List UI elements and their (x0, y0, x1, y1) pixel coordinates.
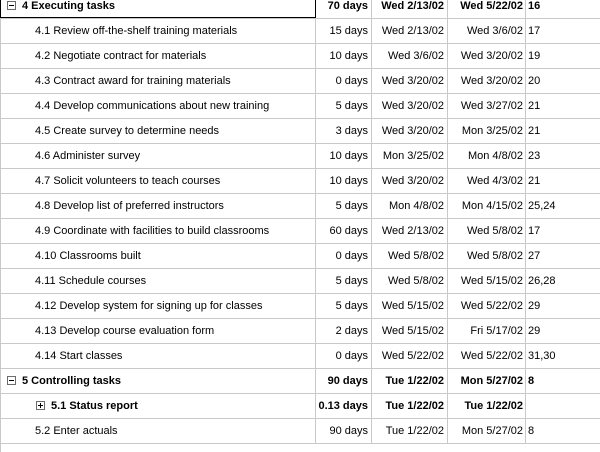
task-name: 4 Executing tasks (22, 0, 115, 12)
task-start[interactable]: Tue 1/22/02 (372, 419, 448, 443)
task-predecessors[interactable]: 29 (528, 300, 541, 312)
task-row[interactable] (0, 269, 600, 294)
task-name: 4.13 Develop course evaluation form (35, 325, 215, 337)
task-name-cell[interactable] (0, 44, 316, 68)
task-duration[interactable]: 60 days (316, 219, 372, 243)
task-name-cell[interactable] (0, 194, 316, 218)
task-name-cell[interactable] (0, 169, 316, 193)
task-predecessors[interactable]: 21 (528, 100, 541, 112)
task-duration[interactable]: 3 days (316, 119, 372, 143)
task-name: 4.3 Contract award for training materials (35, 75, 231, 87)
task-name: 4.8 Develop list of preferred instructors (35, 200, 224, 212)
task-duration[interactable]: 90 days (316, 369, 372, 393)
task-predecessors[interactable]: 20 (528, 75, 541, 87)
task-name: 5 Controlling tasks (22, 375, 122, 387)
task-predecessors[interactable]: 31,30 (528, 350, 556, 362)
task-name-cell[interactable] (0, 19, 316, 43)
task-finish[interactable]: Mon 5/27/02 (448, 369, 526, 393)
task-name-cell[interactable] (0, 369, 316, 393)
task-row[interactable] (0, 344, 600, 369)
task-duration[interactable]: 0 days (316, 244, 372, 268)
task-start[interactable]: Wed 3/20/02 (372, 169, 448, 193)
task-name-cell[interactable] (0, 144, 316, 168)
task-row[interactable] (0, 69, 600, 94)
task-finish[interactable]: Tue 1/22/02 (448, 394, 526, 418)
task-name: 4.14 Start classes (35, 350, 123, 362)
task-start[interactable]: Wed 3/20/02 (372, 94, 448, 118)
task-finish[interactable]: Mon 4/8/02 (448, 144, 526, 168)
task-name: 4.6 Administer survey (35, 150, 141, 162)
task-duration[interactable]: 90 days (316, 419, 372, 443)
task-name-cell[interactable] (0, 394, 316, 418)
task-duration[interactable]: 5 days (316, 94, 372, 118)
task-start[interactable]: Tue 1/22/02 (372, 369, 448, 393)
task-name: 4.7 Solicit volunteers to teach courses (35, 175, 221, 187)
task-start[interactable]: Wed 3/20/02 (372, 69, 448, 93)
task-predecessors[interactable]: 21 (528, 175, 541, 187)
task-duration[interactable]: 5 days (316, 269, 372, 293)
task-row[interactable] (0, 169, 600, 194)
task-start[interactable]: Wed 5/22/02 (372, 344, 448, 368)
task-name: 4.5 Create survey to determine needs (35, 125, 220, 137)
task-start[interactable]: Wed 5/8/02 (372, 244, 448, 268)
task-name: 4.11 Schedule courses (35, 275, 147, 287)
task-start[interactable]: Wed 3/6/02 (372, 44, 448, 68)
task-finish[interactable]: Wed 3/27/02 (448, 94, 526, 118)
task-finish[interactable]: Wed 3/6/02 (448, 19, 526, 43)
task-predecessors[interactable]: 8 (528, 375, 535, 387)
task-predecessors[interactable]: 27 (528, 250, 541, 262)
task-name-cell[interactable] (0, 69, 316, 93)
task-name-cell[interactable] (0, 269, 316, 293)
collapse-icon[interactable] (7, 376, 16, 385)
task-row[interactable] (0, 19, 600, 44)
task-start[interactable]: Tue 1/22/02 (372, 394, 448, 418)
task-name: 5.2 Enter actuals (35, 425, 118, 437)
task-predecessors[interactable]: 23 (528, 150, 541, 162)
task-finish[interactable]: Wed 3/20/02 (448, 69, 526, 93)
task-row[interactable] (0, 369, 600, 394)
task-name: 4.12 Develop system for signing up for classes (35, 300, 263, 312)
task-name-cell[interactable] (0, 244, 316, 268)
task-start[interactable]: Mon 4/8/02 (372, 194, 448, 218)
task-predecessors[interactable]: 19 (528, 50, 541, 62)
expand-icon[interactable] (36, 401, 45, 410)
task-start[interactable]: Wed 3/20/02 (372, 119, 448, 143)
task-start[interactable]: Mon 3/25/02 (372, 144, 448, 168)
task-finish[interactable]: Fri 5/17/02 (448, 319, 526, 343)
task-duration[interactable]: 10 days (316, 144, 372, 168)
task-name: 4.4 Develop communications about new training (35, 100, 270, 112)
task-row[interactable] (0, 219, 600, 244)
task-name: 4.9 Coordinate with facilities to build classrooms (35, 225, 270, 237)
task-duration[interactable]: 5 days (316, 294, 372, 318)
task-duration[interactable]: 15 days (316, 19, 372, 43)
task-row[interactable] (0, 294, 600, 319)
task-finish[interactable]: Wed 5/15/02 (448, 269, 526, 293)
task-name-cell[interactable] (0, 294, 316, 318)
task-finish[interactable]: Wed 5/22/02 (448, 344, 526, 368)
task-row[interactable] (0, 194, 600, 219)
task-predecessors[interactable]: 21 (528, 125, 541, 137)
task-start[interactable]: Wed 5/15/02 (372, 319, 448, 343)
task-duration[interactable]: 0 days (316, 344, 372, 368)
task-name-cell[interactable] (0, 219, 316, 243)
task-start[interactable]: Wed 2/13/02 (372, 0, 448, 18)
task-row[interactable] (0, 394, 600, 419)
task-start[interactable]: Wed 2/13/02 (372, 219, 448, 243)
task-name-cell[interactable] (0, 119, 316, 143)
task-duration[interactable]: 0.13 days (316, 394, 372, 418)
task-name-cell[interactable] (0, 319, 316, 343)
task-start[interactable]: Wed 5/15/02 (372, 294, 448, 318)
task-name: 5.1 Status report (51, 400, 138, 412)
task-finish[interactable]: Mon 3/25/02 (448, 119, 526, 143)
task-finish[interactable]: Wed 4/3/02 (448, 169, 526, 193)
task-finish[interactable]: Wed 5/8/02 (448, 219, 526, 243)
task-finish[interactable]: Wed 3/20/02 (448, 44, 526, 68)
task-predecessors[interactable]: 25,24 (528, 200, 556, 212)
task-name: 4.10 Classrooms built (35, 250, 141, 262)
task-name-cell[interactable] (0, 419, 316, 443)
task-row[interactable] (0, 119, 600, 144)
task-duration[interactable]: 0 days (316, 69, 372, 93)
task-predecessors[interactable] (526, 394, 600, 418)
task-predecessors[interactable]: 17 (528, 25, 541, 37)
task-start[interactable]: Wed 5/8/02 (372, 269, 448, 293)
collapse-icon[interactable] (7, 1, 16, 10)
task-duration[interactable]: 2 days (316, 319, 372, 343)
task-name-cell[interactable] (0, 0, 316, 18)
task-finish[interactable]: Wed 5/22/02 (448, 0, 526, 18)
task-predecessors[interactable]: 29 (528, 325, 541, 337)
task-row[interactable] (0, 419, 600, 444)
task-row[interactable] (0, 94, 600, 119)
task-row[interactable] (0, 0, 600, 19)
task-name-cell[interactable] (0, 94, 316, 118)
task-duration[interactable]: 10 days (316, 169, 372, 193)
task-duration[interactable]: 10 days (316, 44, 372, 68)
task-finish[interactable]: Mon 4/15/02 (448, 194, 526, 218)
task-name-cell[interactable] (0, 344, 316, 368)
task-predecessors[interactable]: 16 (528, 0, 541, 12)
task-row[interactable] (0, 144, 600, 169)
task-predecessors[interactable]: 8 (528, 425, 535, 437)
task-name: 4.2 Negotiate contract for materials (35, 50, 207, 62)
task-row[interactable] (0, 44, 600, 69)
task-row[interactable] (0, 319, 600, 344)
task-name: 4.1 Review off-the-shelf training materials (35, 25, 238, 37)
task-finish[interactable]: Mon 5/27/02 (448, 419, 526, 443)
task-duration[interactable]: 70 days (316, 0, 372, 18)
task-finish[interactable]: Wed 5/22/02 (448, 294, 526, 318)
task-duration[interactable]: 5 days (316, 194, 372, 218)
task-finish[interactable]: Wed 5/8/02 (448, 244, 526, 268)
task-row[interactable] (0, 244, 600, 269)
task-predecessors[interactable]: 26,28 (528, 275, 556, 287)
task-start[interactable]: Wed 2/13/02 (372, 19, 448, 43)
task-predecessors[interactable]: 17 (528, 225, 541, 237)
